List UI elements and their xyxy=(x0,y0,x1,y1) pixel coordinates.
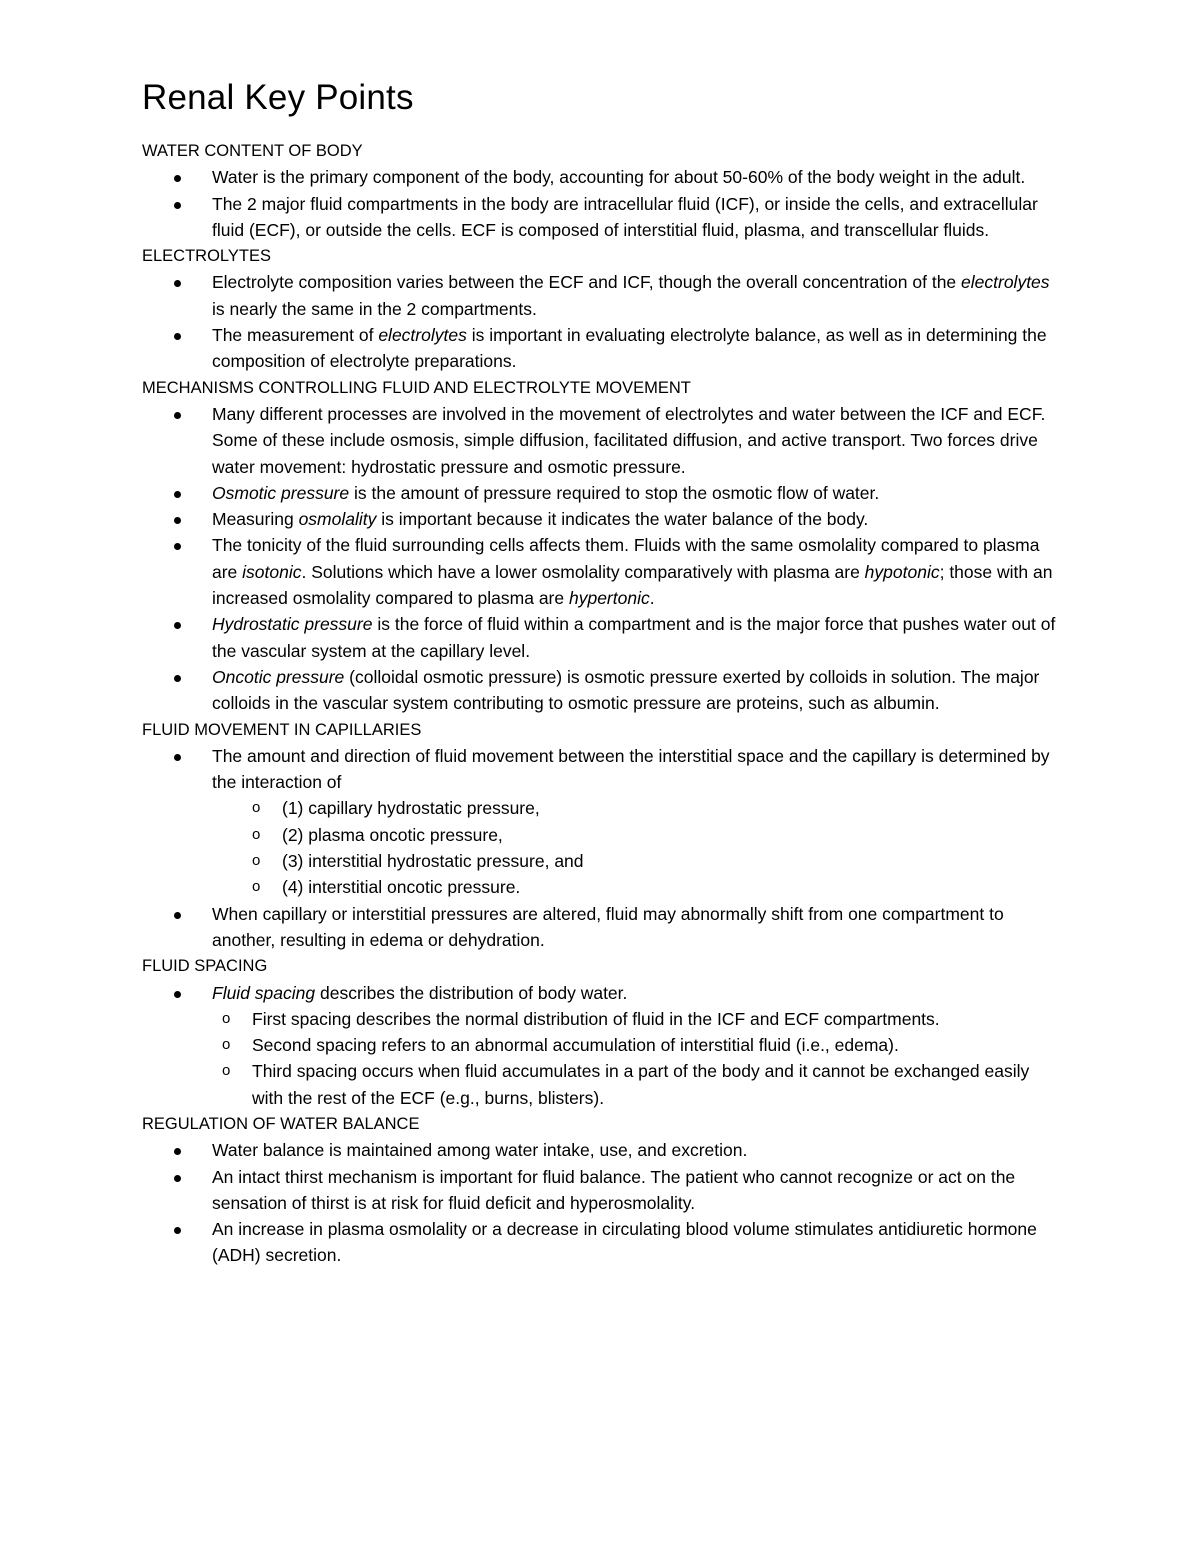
bullet-list xyxy=(142,269,1062,374)
document-page xyxy=(142,76,1062,1269)
list-item: Fluid spacing describes the distribution of body water. o First spacing describes the normal distribution of fluid in the ICF and ECF compartments. o Second spacing refers to an abnormal accumulation of interstitial fluid (i.e., edema). o Third spacing occurs when fluid accumulates in a part of the body and it cannot be exchanged easily with the rest of the ECF (e.g., burns, blisters). xyxy=(142,980,1062,1111)
bullet-icon xyxy=(174,517,181,524)
section-heading-mechanisms: MECHANISMS CONTROLLING FLUID AND ELECTROLYTE MOVEMENT xyxy=(142,378,691,397)
bullet-icon xyxy=(174,1227,181,1234)
list-item: Electrolyte composition varies between the ECF and ICF, though the overall concentration of the electrolytes is nearly the same in the 2 compartments. xyxy=(142,269,1062,322)
bullet-icon xyxy=(174,1175,181,1182)
list-item: When capillary or interstitial pressures are altered, fluid may abnormally shift from one compartment to another, resulting in edema or dehydration. xyxy=(142,901,1062,954)
bullet-icon xyxy=(174,912,181,919)
list-item: Hydrostatic pressure is the force of fluid within a compartment and is the major force that pushes water out of the vascular system at the capillary level. xyxy=(142,611,1062,664)
sub-list xyxy=(112,1006,1062,1111)
bullet-icon xyxy=(174,202,181,209)
circle-bullet-icon: o xyxy=(252,825,261,843)
list-item: Oncotic pressure (colloidal osmotic pressure) is osmotic pressure exerted by colloids in solution. The major colloids in the vascular system contributing to osmotic pressure are proteins, such as albumin. xyxy=(142,664,1062,717)
section-heading-fluid-spacing: FLUID SPACING xyxy=(142,957,268,976)
bullet-icon xyxy=(174,1148,181,1155)
list-item: Osmotic pressure is the amount of pressure required to stop the osmotic flow of water. xyxy=(142,480,1062,506)
circle-bullet-icon: o xyxy=(252,799,261,817)
list-item: The tonicity of the fluid surrounding cells affects them. Fluids with the same osmolality compared to plasma are isotonic. Solutions which have a lower osmolality comparatively with plasma are hypotonic; those with an increased osmolality compared to plasma are hypertonic. xyxy=(142,532,1062,611)
circle-bullet-icon: o xyxy=(222,1062,231,1080)
list-item: Water is the primary component of the body, accounting for about 50-60% of the body weight in the adult. xyxy=(142,164,1062,190)
bullet-icon xyxy=(174,675,181,682)
list-item: Many different processes are involved in the movement of electrolytes and water between the ICF and ECF. Some of these include osmosis, simple diffusion, facilitated diffusion, and active transport. Two forces drive water movement: hydrostatic pressure and osmotic pressure. xyxy=(142,401,1062,480)
sub-list-item: o Third spacing occurs when fluid accumulates in a part of the body and it cannot be exchanged easily with the rest of the ECF (e.g., burns, blisters). xyxy=(112,1058,1062,1111)
page-title: Renal Key Points xyxy=(142,78,414,117)
section-heading-water-content: WATER CONTENT OF BODY xyxy=(142,142,363,160)
bullet-icon xyxy=(174,991,181,998)
bullet-icon xyxy=(174,622,181,629)
circle-bullet-icon: o xyxy=(222,1036,231,1054)
circle-bullet-icon: o xyxy=(252,852,261,870)
list-item: An increase in plasma osmolality or a decrease in circulating blood volume stimulates antidiuretic hormone (ADH) secretion. xyxy=(142,1216,1062,1269)
list-item: The 2 major fluid compartments in the body are intracellular fluid (ICF), or inside the cells, and extracellular fluid (ECF), or outside the cells. ECF is composed of interstitial fluid, plasma, and transcellular fluids. xyxy=(142,191,1062,244)
bullet-icon xyxy=(174,754,181,761)
sub-list-item: o (1) capillary hydrostatic pressure, xyxy=(142,795,1062,821)
section-heading-electrolytes: ELECTROLYTES xyxy=(142,247,271,266)
section-heading-water-balance: REGULATION OF WATER BALANCE xyxy=(142,1114,420,1133)
bullet-icon xyxy=(174,491,181,498)
bullet-list xyxy=(142,401,1062,717)
bullet-list xyxy=(142,980,1062,1111)
bullet-icon xyxy=(174,175,181,182)
bullet-icon xyxy=(174,543,181,550)
sub-list xyxy=(142,795,1062,900)
bullet-list xyxy=(142,1137,1062,1268)
list-item: An intact thirst mechanism is important for fluid balance. The patient who cannot recognize or act on the sensation of thirst is at risk for fluid deficit and hyperosmolality. xyxy=(142,1164,1062,1217)
sub-list-item: o (2) plasma oncotic pressure, xyxy=(142,822,1062,848)
circle-bullet-icon: o xyxy=(252,878,261,896)
list-item: The amount and direction of fluid movement between the interstitial space and the capillary is determined by the interaction of o (1) capillary hydrostatic pressure, o (2) plasma oncotic pressure, o (3) interstitial hydrostatic pressure, and o (4) interstitial oncotic pressure. xyxy=(142,743,1062,901)
bullet-icon xyxy=(174,280,181,287)
bullet-icon xyxy=(174,412,181,419)
bullet-icon xyxy=(174,333,181,340)
list-item: The measurement of electrolytes is important in evaluating electrolyte balance, as well as in determining the composition of electrolyte preparations. xyxy=(142,322,1062,375)
sub-list-item: o First spacing describes the normal distribution of fluid in the ICF and ECF compartments. xyxy=(112,1006,1062,1032)
list-item: Water balance is maintained among water intake, use, and excretion. xyxy=(142,1137,1062,1163)
sub-list-item: o (4) interstitial oncotic pressure. xyxy=(142,874,1062,900)
circle-bullet-icon: o xyxy=(222,1009,231,1027)
bullet-list xyxy=(142,743,1062,953)
sub-list-item: o Second spacing refers to an abnormal accumulation of interstitial fluid (i.e., edema). xyxy=(112,1032,1062,1058)
sub-list-item: o (3) interstitial hydrostatic pressure, and xyxy=(142,848,1062,874)
list-item: Measuring osmolality is important because it indicates the water balance of the body. xyxy=(142,506,1062,532)
section-heading-capillaries: FLUID MOVEMENT IN CAPILLARIES xyxy=(142,720,422,739)
bullet-list xyxy=(142,164,1062,243)
